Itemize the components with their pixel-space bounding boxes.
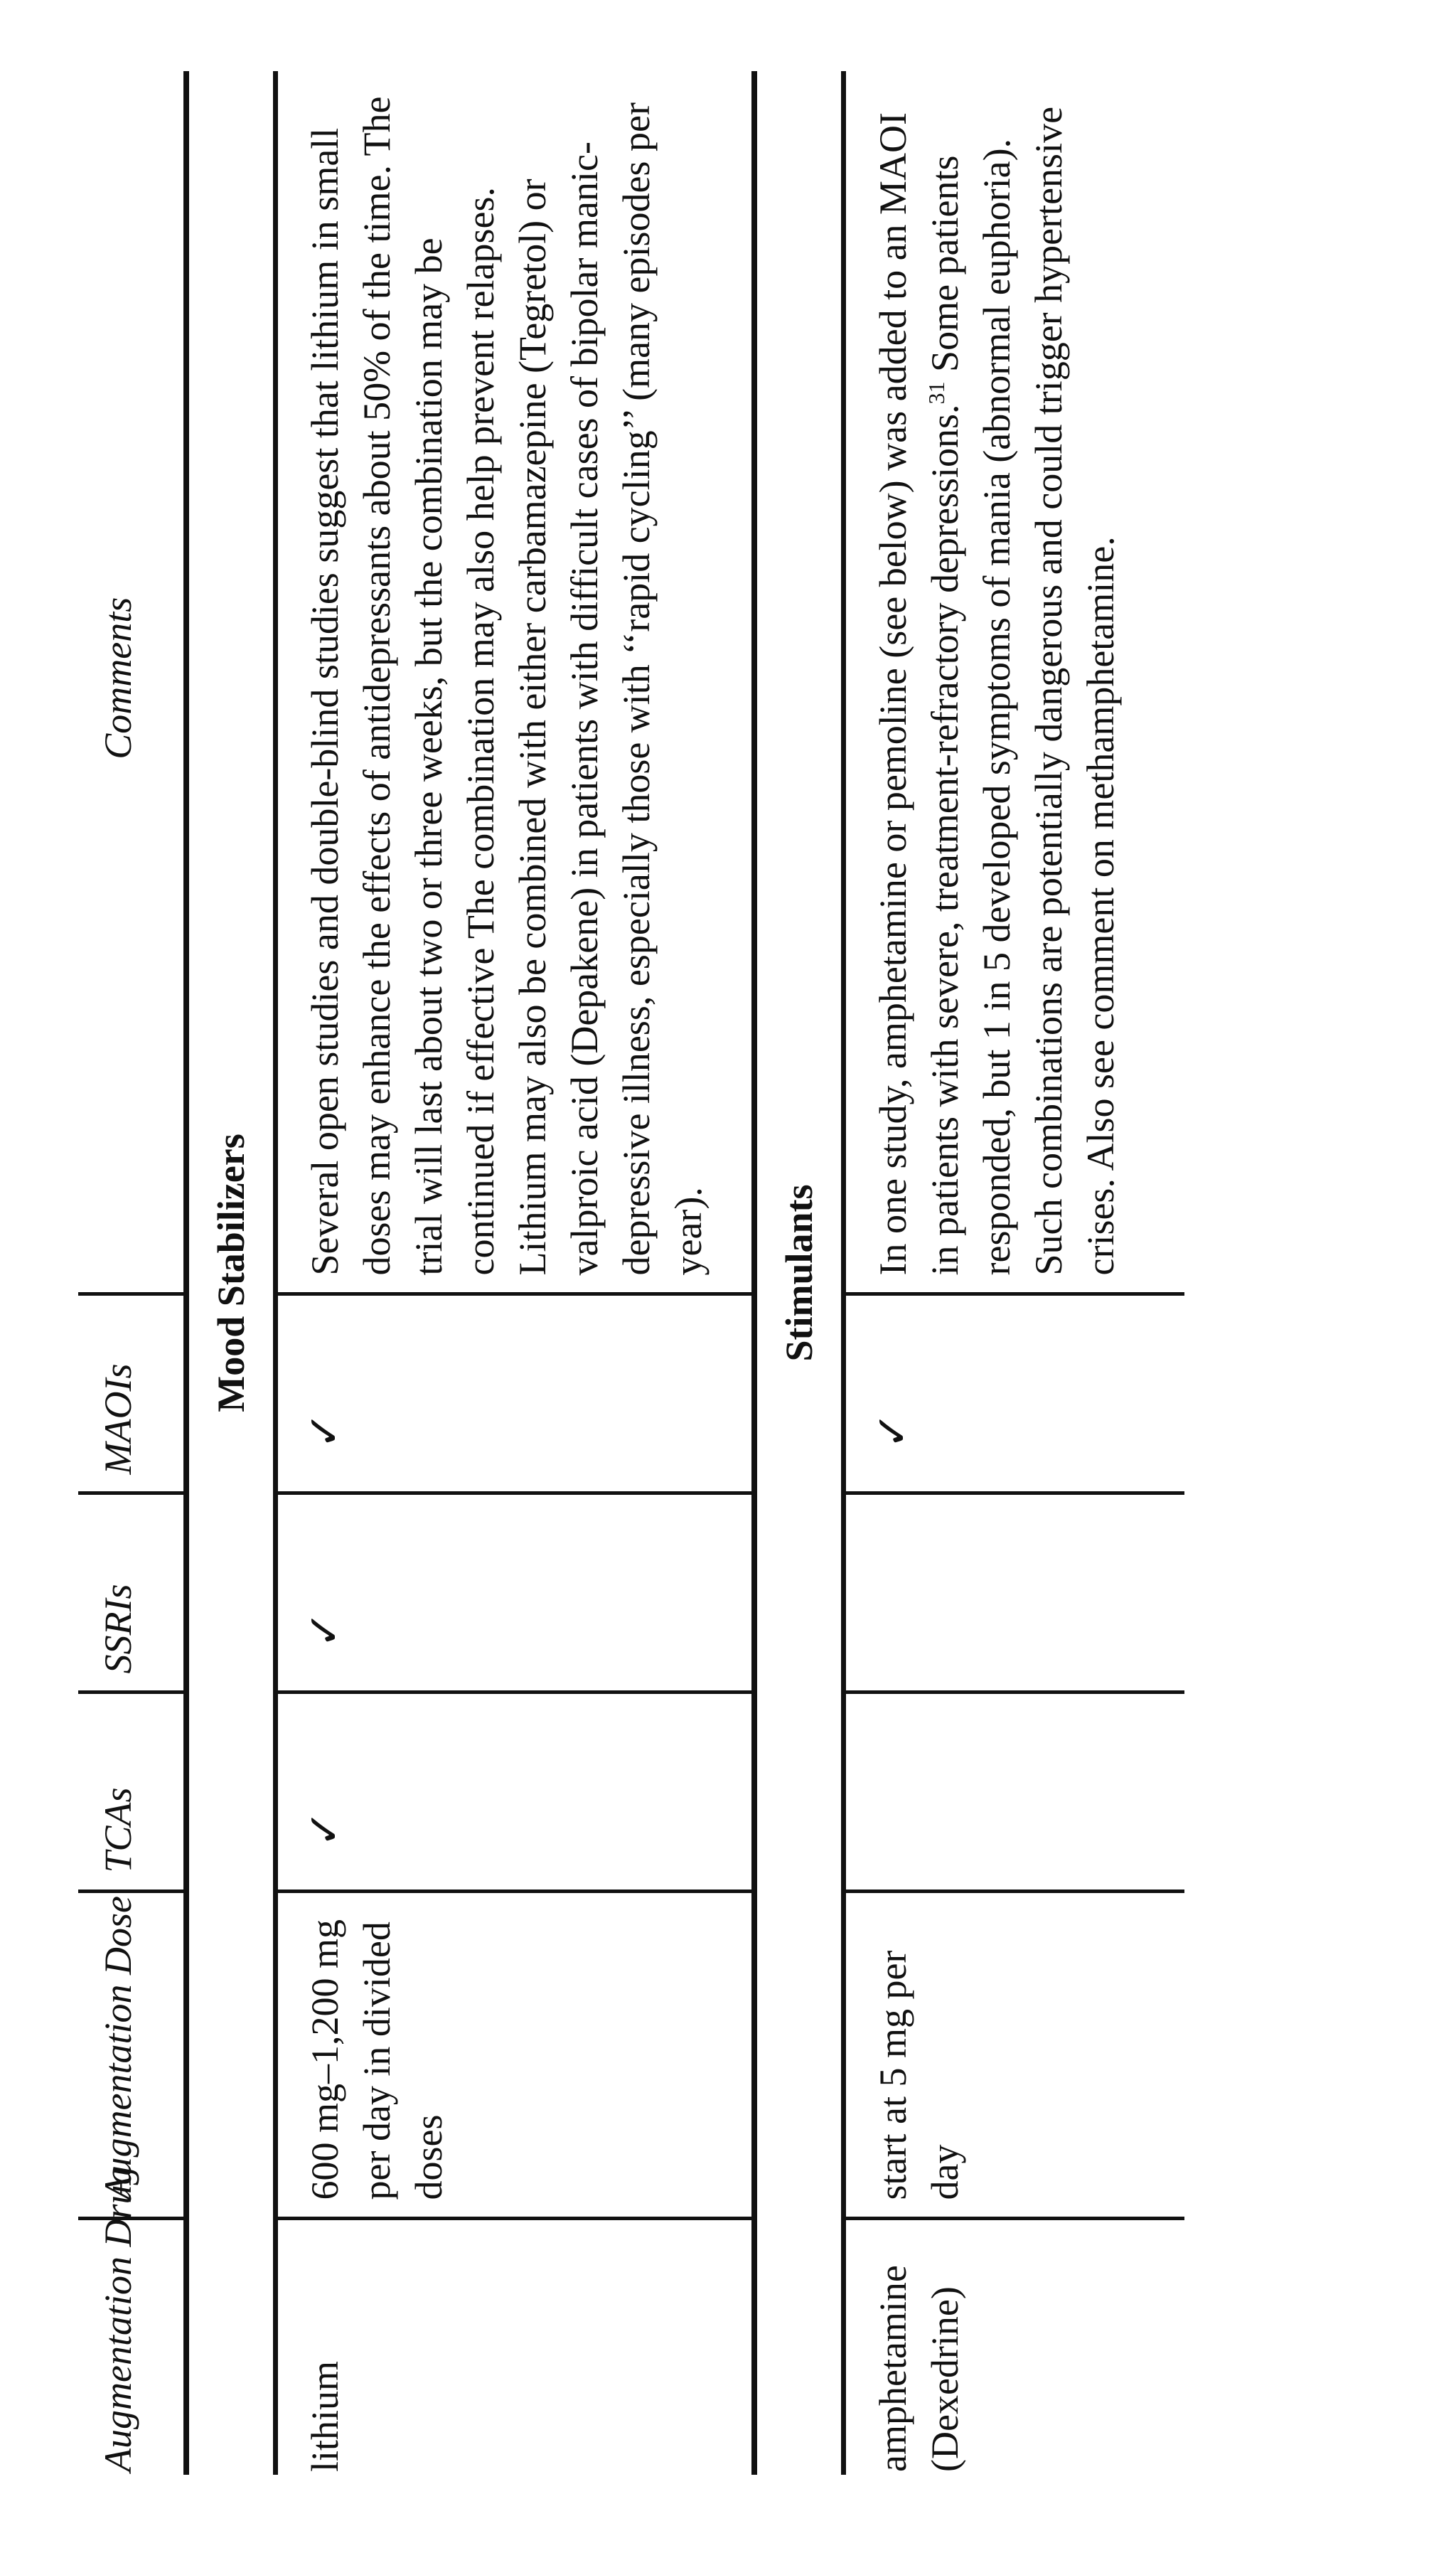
cell-comments bbox=[276, 71, 755, 1294]
check-maois: ✓ bbox=[844, 1294, 1185, 1493]
table-row bbox=[844, 71, 1185, 2475]
section-title: Mood Stabilizers bbox=[186, 71, 276, 2475]
check-ssris bbox=[844, 1493, 1185, 1693]
check-ssris: ✓ bbox=[276, 1493, 755, 1693]
cell-dose: 600 mg–1,200 mg per day in divided doses bbox=[276, 1892, 755, 2219]
section-row-stimulants bbox=[754, 71, 844, 2475]
header-dose: Augmentation Dose bbox=[78, 1892, 186, 2219]
footnote-ref: 31 bbox=[924, 381, 949, 405]
comments-text-before-ref: In one study, amphetamine or pemoline (see below) was added to an MAOI in patients with severe, treatment-refractory depressions. bbox=[872, 112, 966, 1276]
cell-drug: lithium bbox=[276, 2219, 755, 2475]
rotated-page bbox=[78, 71, 1358, 2475]
section-row-mood-stabilizers bbox=[186, 71, 276, 2475]
check-tcas bbox=[844, 1693, 1185, 1892]
cell-drug: amphetamine (Dexedrine) bbox=[872, 2265, 966, 2472]
section-title: Stimulants bbox=[754, 71, 844, 2475]
check-maois: ✓ bbox=[276, 1294, 755, 1493]
header-ssris: SSRIs bbox=[78, 1493, 186, 1693]
comments-text: Several open studies and double-blind studies suggest that lithium in small doses may enhance the effects of antidepressants about 50% of the time. The trial will last about two or three weeks, but the combination may be continued if effective The combination may also help prevent relapses. Lithium may also be combined with either carbamazepine (Tegretol) or valproic acid (Depakene) in patients with difficult cases of bipolar manic-depressive illness, especially those with ‘‘rapid cycling’’ (many episodes per year). bbox=[304, 96, 710, 1276]
augmentation-table bbox=[78, 71, 1184, 2475]
cell-dose: start at 5 mg per day bbox=[844, 1892, 1185, 2219]
table-row bbox=[276, 71, 755, 2475]
header-maois: MAOIs bbox=[78, 1294, 186, 1493]
cell-comments bbox=[844, 71, 1185, 1294]
header-row bbox=[78, 71, 186, 2475]
header-drug: Augmentation Drug bbox=[78, 2219, 186, 2475]
header-tcas: TCAs bbox=[78, 1693, 186, 1892]
check-tcas: ✓ bbox=[276, 1693, 755, 1892]
comments-text-after-ref: Some patients responded, but 1 in 5 developed symptoms of mania (abnormal euphoria). Such combinations are potentially dangerous and could trigger hypertensive crises. Also see comment on methamphetamine. bbox=[924, 106, 1122, 1276]
header-comments: Comments bbox=[78, 71, 186, 1294]
